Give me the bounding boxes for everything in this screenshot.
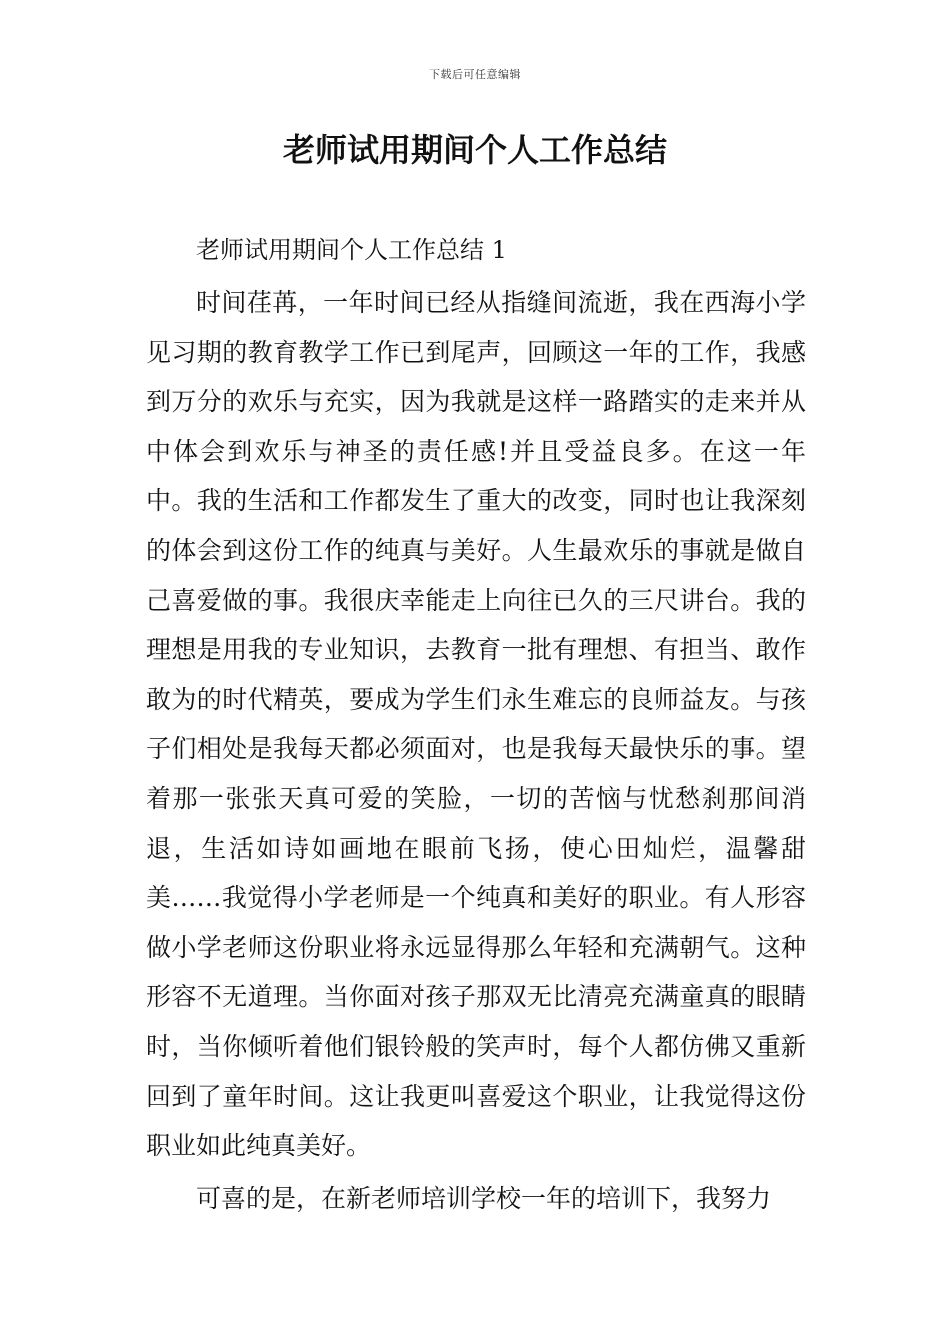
document-title: 老师试用期间个人工作总结 (282, 131, 667, 169)
body-paragraph-1: 时间荏苒，一年时间已经从指缝间流逝，我在西海小学见习期的教育教学工作已到尾声，回顾这一年的工作，我感到万分的欢乐与充实，因为我就是这样一路踏实的走来并从中体会到欢乐与神圣的责任感!并且受益良多。在这一年中。我的生活和工作都发生了重大的改变，同时也让我深刻的体会到这份工作的纯真与美好。人生最欢乐的事就是做自己喜爱做的事。我很庆幸能走上向往已久的三尺讲台。我的理想是用我的专业知识，去教育一批有理想、有担当、敢作敢为的时代精英，要成为学生们永生难忘的良师益友。与孩子们相处是我每天都必须面对，也是我每天最快乐的事。望着那一张张天真可爱的笑脸，一切的苦恼与忧愁刹那间消退，生活如诗如画地在眼前飞扬，使心田灿烂，温馨甜美……我觉得小学老师是一个纯真和美好的职业。有人形容做小学老师这份职业将永远显得那么年轻和充满朝气。这种形容不无道理。当你面对孩子那双无比清亮充满童真的眼睛时，当你倾听着他们银铃般的笑声时，每个人都仿佛又重新回到了童年时间。这让我更叫喜爱这个职业，让我觉得这份职业如此纯真美好。 (146, 288, 806, 1161)
body-paragraph-2: 可喜的是，在新老师培训学校一年的培训下，我努力 (196, 1183, 772, 1213)
section-heading: 老师试用期间个人工作总结 1 (196, 236, 507, 264)
header-note: 下载后可任意编辑 (429, 68, 521, 81)
document-body (146, 226, 806, 1223)
